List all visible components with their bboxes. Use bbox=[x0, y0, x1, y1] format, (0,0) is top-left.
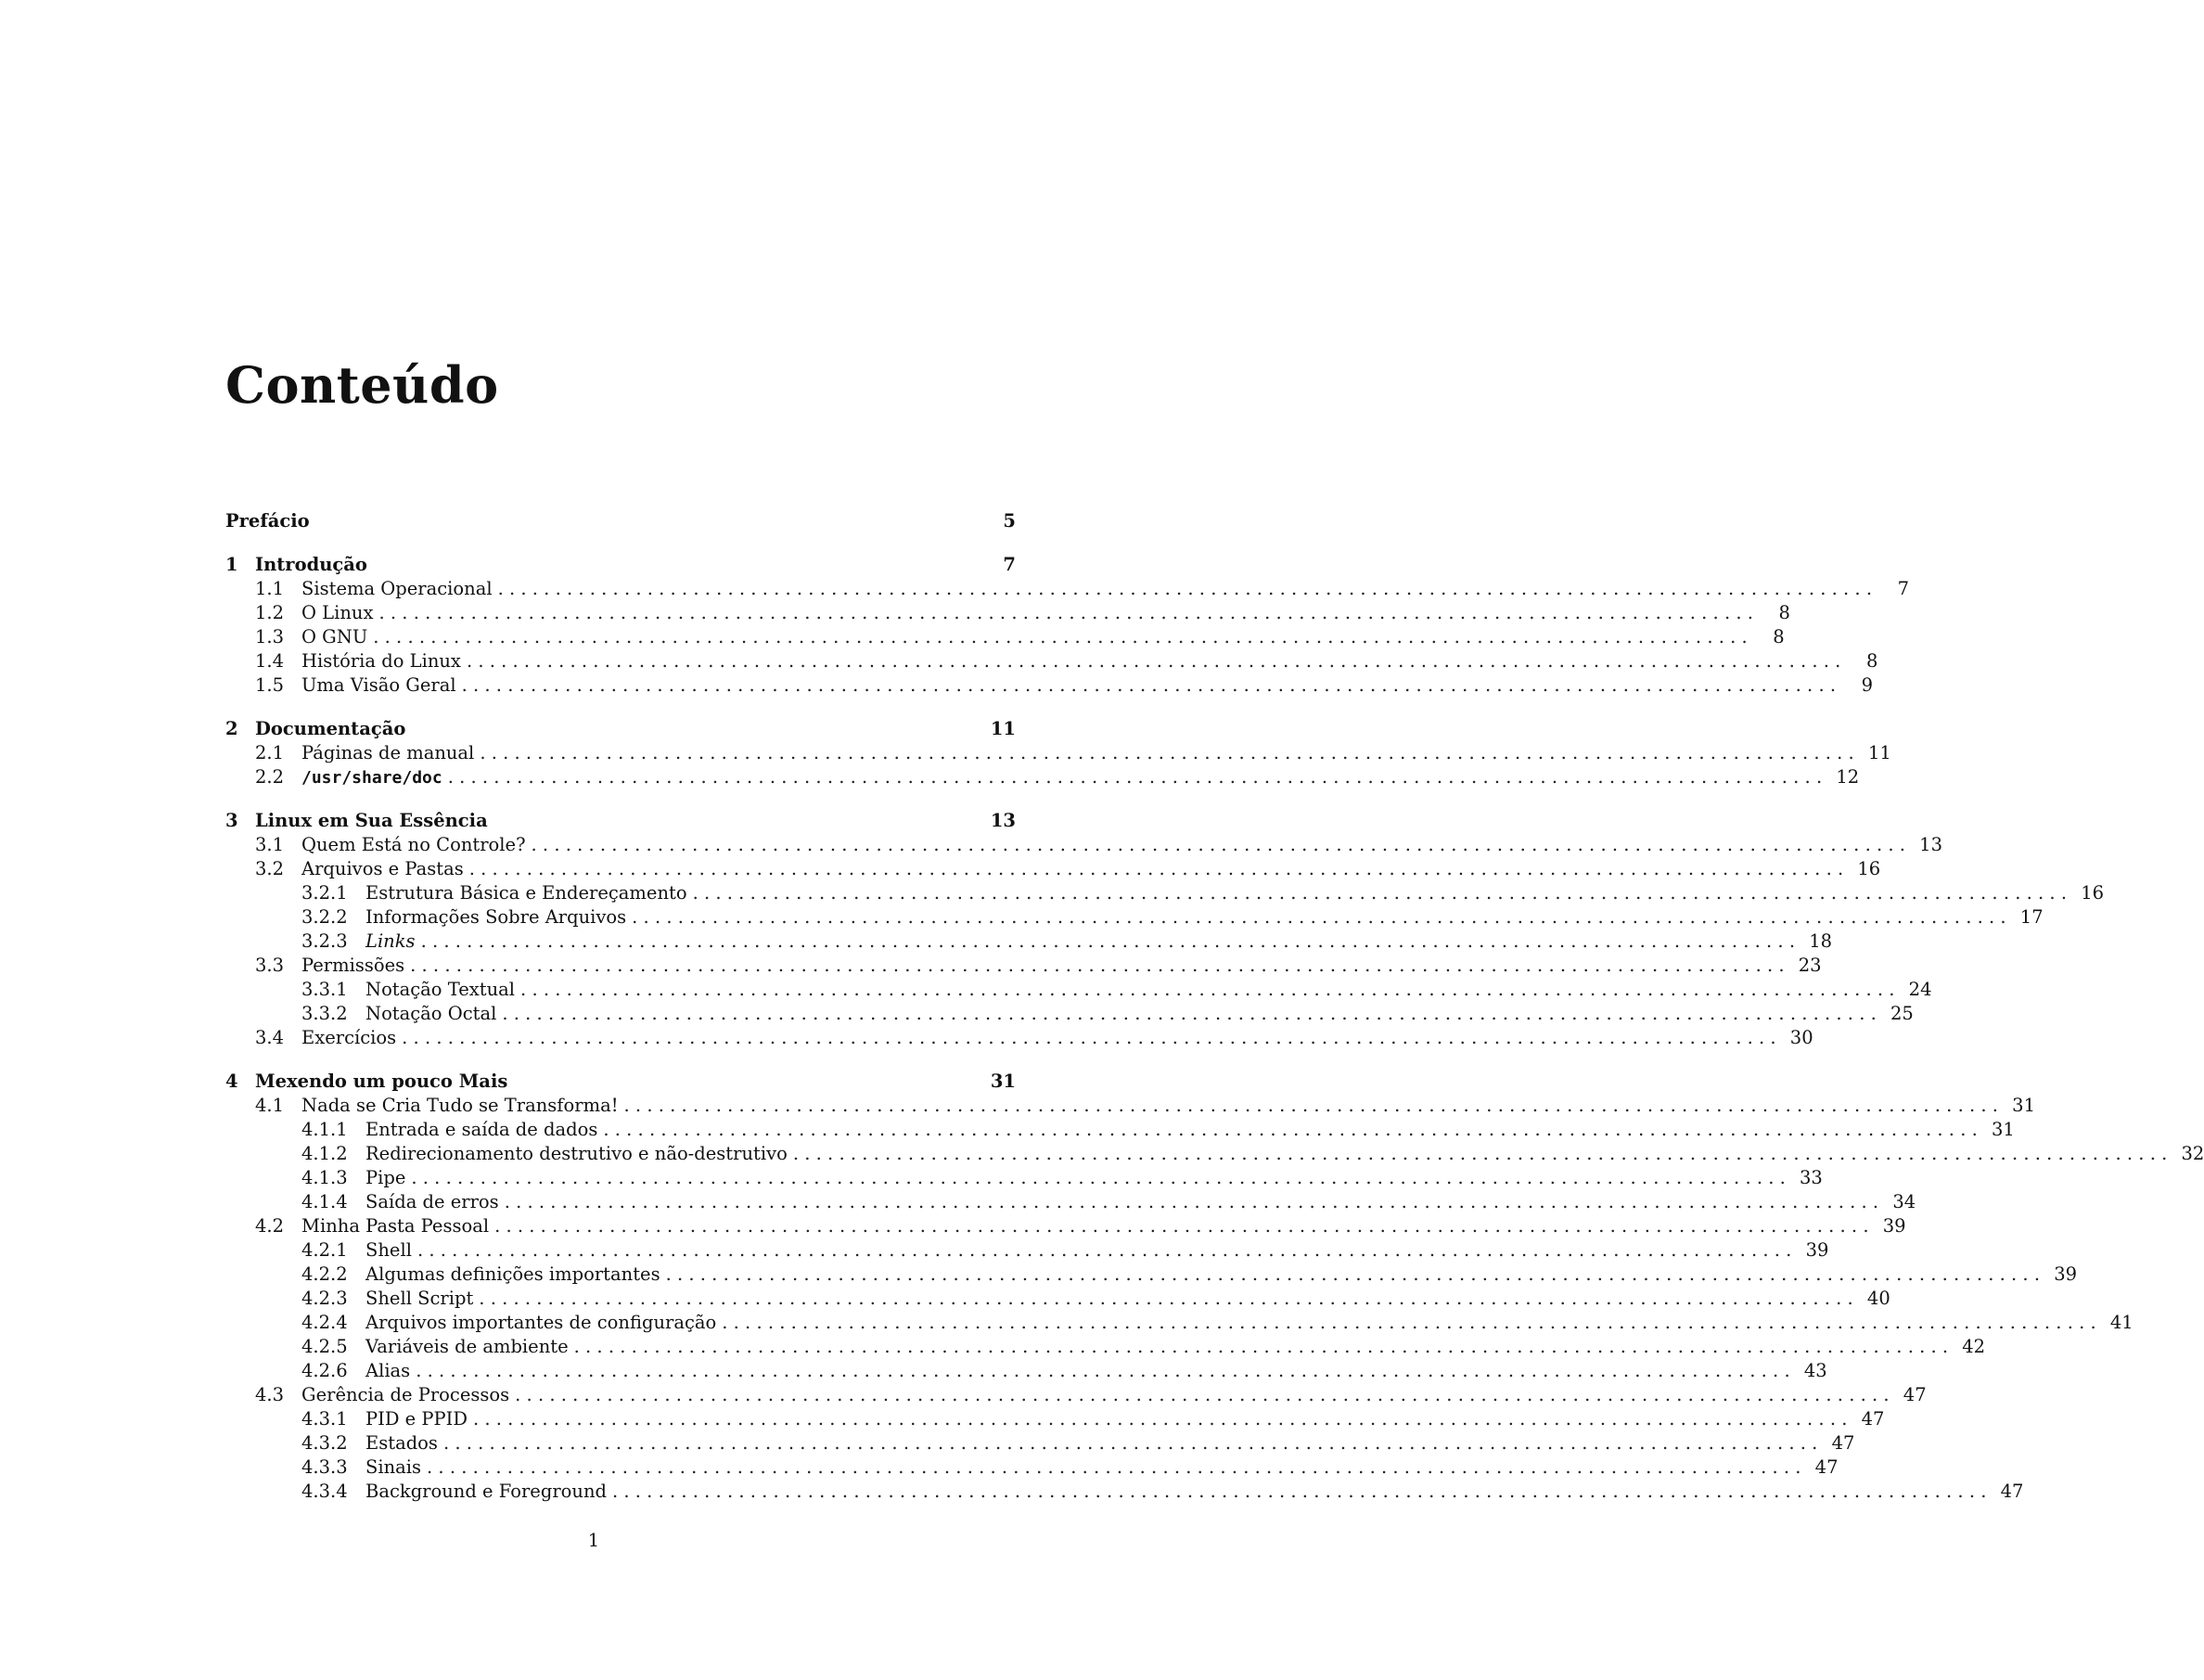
toc-entry-number: 1.2 bbox=[255, 602, 285, 623]
dot-leader: . . . . . . . . . . . . . . . . . . . . . . . . . . . . . . . . . . . . . . . . . . . . . . . . . . . . . . . . . . . . . . . . . . . . . . . . . . . . . . . . . . . . . . . . . . . . . . . . . . . . . . . . . . . . . . . . . . . . . . . . bbox=[378, 602, 1753, 623]
toc-entry[interactable] bbox=[225, 1407, 1885, 1431]
toc-entry-title: Links bbox=[365, 930, 416, 952]
toc-entry[interactable] bbox=[225, 1094, 2035, 1118]
toc-entry-title: Informações Sobre Arquivos bbox=[365, 906, 627, 928]
dot-leader: . . . . . . . . . . . . . . . . . . . . . . . . . . . . . . . . . . . . . . . . . . . . . . . . . . . . . . . . . . . . . . . . . . . . . . . . . . . . . . . . . . . . . . . . . . . . . . . . . . . . . . . . . . . . . . . . . . . . . . . . bbox=[497, 578, 1873, 599]
toc-entry-title: Arquivos importantes de configuração bbox=[365, 1312, 717, 1333]
toc-entry[interactable] bbox=[225, 741, 1891, 765]
toc-entry-page: 13 bbox=[1919, 834, 1942, 855]
toc-entry[interactable] bbox=[225, 1456, 1839, 1480]
toc-entry[interactable] bbox=[225, 1480, 2024, 1504]
toc-entry-number: 2 bbox=[225, 718, 238, 739]
toc-entry-page: 42 bbox=[1962, 1336, 1986, 1357]
toc-entry-title: Introdução bbox=[255, 554, 367, 575]
toc-entry[interactable] bbox=[225, 1359, 1827, 1383]
toc-entry-number: 1.3 bbox=[255, 626, 285, 648]
toc-entry-title: Pipe bbox=[365, 1167, 406, 1188]
toc-entry[interactable] bbox=[225, 1002, 1914, 1026]
toc-entry-title: Variáveis de ambiente bbox=[365, 1336, 569, 1357]
toc-entry[interactable] bbox=[225, 809, 1016, 833]
dot-leader: . . . . . . . . . . . . . . . . . . . . . . . . . . . . . . . . . . . . . . . . . . . . . . . . . . . . . . . . . . . . . . . . . . . . . . . . . . . . . . . . . . . . . . . . . . . . . . . . . . . . . . . . . . . . . . . . . . . . . . . . bbox=[531, 834, 1905, 855]
dot-leader: . . . . . . . . . . . . . . . . . . . . . . . . . . . . . . . . . . . . . . . . . . . . . . . . . . . . . . . . . . . . . . . . . . . . . . . . . . . . . . . . . . . . . . . . . . . . . . . . . . . . . . . . . . . . . . . . . . . . . . . . bbox=[416, 1239, 1792, 1261]
toc-entry-title: Mexendo um pouco Mais bbox=[255, 1071, 508, 1092]
toc-entry-page: 7 bbox=[1897, 578, 1910, 599]
toc-entry-number: 4.2 bbox=[255, 1215, 285, 1237]
toc-entry-page: 40 bbox=[1866, 1288, 1890, 1309]
toc-entry-page: 8 bbox=[1773, 626, 1785, 648]
dot-leader: . . . . . . . . . . . . . . . . . . . . . . . . . . . . . . . . . . . . . . . . . . . . . . . . . . . . . . . . . . . . . . . . . . . . . . . . . . . . . . . . . . . . . . . . . . . . . . . . . . . . . . . . . . . . . . . . . . . . . . . . bbox=[611, 1481, 1987, 1502]
toc-entry-page: 47 bbox=[1861, 1408, 1885, 1430]
toc-entry[interactable] bbox=[225, 1166, 1823, 1190]
toc-entry-page: 47 bbox=[1814, 1456, 1839, 1478]
toc-entry-page: 23 bbox=[1798, 955, 1822, 976]
toc-entry-number: 1.4 bbox=[255, 650, 285, 672]
toc-entry-page: 47 bbox=[1831, 1432, 1855, 1454]
toc-entry-page: 8 bbox=[1778, 602, 1790, 623]
dot-leader: . . . . . . . . . . . . . . . . . . . . . . . . . . . . . . . . . . . . . . . . . . . . . . . . . . . . . . . . . . . . . . . . . . . . . . . . . . . . . . . . . . . . . . . . . . . . . . . . . . . . . . . . . . . . . . . . . . . . . . . . bbox=[479, 1288, 1853, 1309]
dot-leader: . . . . . . . . . . . . . . . . . . . . . . . . . . . . . . . . . . . . . . . . . . . . . . . . . . . . . . . . . . . . . . . . . . . . . . . . . . . . . . . . . . . . . . . . . . . . . . . . . . . . . . . . . . . . . . . . . . . . . . . . bbox=[792, 1143, 2168, 1164]
toc-entry[interactable] bbox=[225, 673, 1874, 698]
toc-entry-number: 3.2.3 bbox=[301, 930, 348, 952]
toc-entry-number: 1.5 bbox=[255, 674, 285, 696]
toc-entry-title: Alias bbox=[365, 1360, 411, 1381]
toc-entry-page: 39 bbox=[2054, 1263, 2078, 1285]
toc-entry-number: 4.1.3 bbox=[301, 1167, 348, 1188]
toc-entry-page: 18 bbox=[1809, 930, 1833, 952]
dot-leader: . . . . . . . . . . . . . . . . . . . . . . . . . . . . . . . . . . . . . . . . . . . . . . . . . . . . . . . . . . . . . . . . . . . . . . . . . . . . . . . . . . . . . . . . . . . . . . . . . . . . . . . . . . . . . . . . . . . . . . . . bbox=[420, 930, 1796, 952]
toc-entry-title: O GNU bbox=[301, 626, 368, 648]
toc-entry[interactable] bbox=[225, 717, 1016, 741]
toc-entry-page: 47 bbox=[1903, 1384, 1927, 1405]
toc-entry-title: Shell bbox=[365, 1239, 412, 1261]
toc-entry[interactable] bbox=[225, 1214, 1906, 1238]
toc-entry-page: 34 bbox=[1892, 1191, 1916, 1212]
toc-entry-page: 17 bbox=[2019, 906, 2044, 928]
toc-entry-page: 24 bbox=[1908, 979, 1932, 1000]
toc-entry-page: 33 bbox=[1800, 1167, 1823, 1188]
toc-entry[interactable] bbox=[225, 1263, 2078, 1287]
toc-entry-page: 13 bbox=[990, 810, 1016, 831]
toc-entry-title: Redirecionamento destrutivo e não-destrutivo bbox=[365, 1143, 788, 1164]
toc-entry-number: 3.4 bbox=[255, 1027, 285, 1048]
toc-entry-title: Arquivos e Pastas bbox=[301, 858, 464, 879]
dot-leader: . . . . . . . . . . . . . . . . . . . . . . . . . . . . . . . . . . . . . . . . . . . . . . . . . . . . . . . . . . . . . . . . . . . . . . . . . . . . . . . . . . . . . . . . . . . . . . . . . . . . . . . . . . . . . . . . . . . . . . . . bbox=[373, 626, 1748, 648]
toc-entry-page: 12 bbox=[1836, 766, 1860, 788]
toc-entry[interactable] bbox=[225, 553, 1016, 577]
table-of-contents bbox=[225, 509, 2204, 1504]
toc-entry[interactable] bbox=[225, 954, 1822, 978]
toc-entry-title: Prefácio bbox=[225, 510, 310, 532]
toc-entry-page: 47 bbox=[2000, 1481, 2024, 1502]
toc-entry[interactable] bbox=[225, 1311, 2134, 1335]
toc-entry-title: Quem Está no Controle? bbox=[301, 834, 526, 855]
toc-entry-title: Nada se Cria Tudo se Transforma! bbox=[301, 1095, 619, 1116]
toc-entry-title: Estados bbox=[365, 1432, 438, 1454]
toc-entry-number: 4 bbox=[225, 1071, 238, 1092]
page-title: Conteúdo bbox=[225, 355, 499, 415]
toc-entry[interactable] bbox=[225, 1026, 1813, 1050]
dot-leader: . . . . . . . . . . . . . . . . . . . . . . . . . . . . . . . . . . . . . . . . . . . . . . . . . . . . . . . . . . . . . . . . . . . . . . . . . . . . . . . . . . . . . . . . . . . . . . . . . . . . . . . . . . . . . . . . . . . . . . . . bbox=[442, 1432, 1818, 1454]
toc-entry-title: Uma Visão Geral bbox=[301, 674, 456, 696]
dot-leader: . . . . . . . . . . . . . . . . . . . . . . . . . . . . . . . . . . . . . . . . . . . . . . . . . . . . . . . . . . . . . . . . . . . . . . . . . . . . . . . . . . . . . . . . . . . . . . . . . . . . . . . . . . . . . . . . . . . . . . . . bbox=[466, 650, 1841, 672]
toc-entry-number: 4.2.1 bbox=[301, 1239, 348, 1261]
toc-entry[interactable] bbox=[225, 1431, 1855, 1456]
toc-entry[interactable] bbox=[225, 1238, 1829, 1263]
dot-leader: . . . . . . . . . . . . . . . . . . . . . . . . . . . . . . . . . . . . . . . . . . . . . . . . . . . . . . . . . . . . . . . . . . . . . . . . . . . . . . . . . . . . . . . . . . . . . . . . . . . . . . . . . . . . . . . . . . . . . . . . bbox=[515, 1384, 1890, 1405]
toc-entry[interactable] bbox=[225, 1383, 1927, 1407]
toc-entry-number: 4.2.5 bbox=[301, 1336, 348, 1357]
toc-entry-number: 3.3.1 bbox=[301, 979, 348, 1000]
dot-leader: . . . . . . . . . . . . . . . . . . . . . . . . . . . . . . . . . . . . . . . . . . . . . . . . . . . . . . . . . . . . . . . . . . . . . . . . . . . . . . . . . . . . . . . . . . . . . . . . . . . . . . . . . . . . . . . . . . . . . . . . bbox=[410, 955, 1785, 976]
toc-entry-number: 4.3.3 bbox=[301, 1456, 348, 1478]
toc-entry[interactable] bbox=[225, 649, 1878, 673]
toc-entry-number: 4.2.6 bbox=[301, 1360, 348, 1381]
toc-entry-title: /usr/share/doc bbox=[301, 768, 442, 788]
toc-entry-number: 4.2.3 bbox=[301, 1288, 348, 1309]
toc-entry-number: 4.1.4 bbox=[301, 1191, 348, 1212]
dot-leader: . . . . . . . . . . . . . . . . . . . . . . . . . . . . . . . . . . . . . . . . . . . . . . . . . . . . . . . . . . . . . . . . . . . . . . . . . . . . . . . . . . . . . . . . . . . . . . . . . . . . . . . . . . . . . . . . . . . . . . . . bbox=[603, 1119, 1978, 1140]
toc-entry-page: 39 bbox=[1882, 1215, 1906, 1237]
toc-entry[interactable] bbox=[225, 765, 1860, 789]
toc-entry-page: 39 bbox=[1805, 1239, 1829, 1261]
toc-entry[interactable] bbox=[225, 625, 1785, 649]
toc-entry-page: 30 bbox=[1789, 1027, 1813, 1048]
toc-entry-title: Algumas definições importantes bbox=[365, 1263, 660, 1285]
toc-entry-number: 2.2 bbox=[255, 766, 285, 788]
toc-entry-title: Minha Pasta Pessoal bbox=[301, 1215, 490, 1237]
toc-entry-title: Sistema Operacional bbox=[301, 578, 493, 599]
dot-leader: . . . . . . . . . . . . . . . . . . . . . . . . . . . . . . . . . . . . . . . . . . . . . . . . . . . . . . . . . . . . . . . . . . . . . . . . . . . . . . . . . . . . . . . . . . . . . . . . . . . . . . . . . . . . . . . . . . . . . . . . bbox=[502, 1003, 1877, 1024]
toc-entry-number: 4.2.2 bbox=[301, 1263, 348, 1285]
toc-entry[interactable] bbox=[225, 833, 1942, 857]
dot-leader: . . . . . . . . . . . . . . . . . . . . . . . . . . . . . . . . . . . . . . . . . . . . . . . . . . . . . . . . . . . . . . . . . . . . . . . . . . . . . . . . . . . . . . . . . . . . . . . . . . . . . . . . . . . . . . . . . . . . . . . . bbox=[461, 674, 1837, 696]
dot-leader: . . . . . . . . . . . . . . . . . . . . . . . . . . . . . . . . . . . . . . . . . . . . . . . . . . . . . . . . . . . . . . . . . . . . . . . . . . . . . . . . . . . . . . . . . . . . . . . . . . . . . . . . . . . . . . . . . . . . . . . . bbox=[416, 1360, 1790, 1381]
dot-leader: . . . . . . . . . . . . . . . . . . . . . . . . . . . . . . . . . . . . . . . . . . . . . . . . . . . . . . . . . . . . . . . . . . . . . . . . . . . . . . . . . . . . . . . . . . . . . . . . . . . . . . . . . . . . . . . . . . . . . . . . bbox=[722, 1312, 2096, 1333]
page-number: 1 bbox=[587, 1530, 600, 1551]
toc-entry-number: 4.3.1 bbox=[301, 1408, 348, 1430]
toc-entry[interactable] bbox=[225, 577, 1910, 601]
toc-entry[interactable] bbox=[225, 1142, 2204, 1166]
toc-entry-title: Linux em Sua Essência bbox=[255, 810, 488, 831]
toc-entry-page: 32 bbox=[2181, 1143, 2204, 1164]
toc-entry-title: O Linux bbox=[301, 602, 374, 623]
toc-entry[interactable] bbox=[225, 857, 1881, 881]
toc-entry[interactable] bbox=[225, 1190, 1916, 1214]
toc-entry-number: 4.1.2 bbox=[301, 1143, 348, 1164]
toc-entry-number: 4.3 bbox=[255, 1384, 285, 1405]
toc-entry-title: Shell Script bbox=[365, 1288, 474, 1309]
toc-entry[interactable] bbox=[225, 1118, 2015, 1142]
toc-entry-page: 9 bbox=[1861, 674, 1874, 696]
toc-entry[interactable] bbox=[225, 905, 2044, 930]
toc-entry-number: 3.3.2 bbox=[301, 1003, 348, 1024]
toc-entry-number: 4.1.1 bbox=[301, 1119, 348, 1140]
toc-entry-number: 4.3.4 bbox=[301, 1481, 348, 1502]
dot-leader: . . . . . . . . . . . . . . . . . . . . . . . . . . . . . . . . . . . . . . . . . . . . . . . . . . . . . . . . . . . . . . . . . . . . . . . . . . . . . . . . . . . . . . . . . . . . . . . . . . . . . . . . . . . . . . . . . . . . . . . . bbox=[411, 1167, 1786, 1188]
toc-entry-number: 3.1 bbox=[255, 834, 285, 855]
dot-leader: . . . . . . . . . . . . . . . . . . . . . . . . . . . . . . . . . . . . . . . . . . . . . . . . . . . . . . . . . . . . . . . . . . . . . . . . . . . . . . . . . . . . . . . . . . . . . . . . . . . . . . . . . . . . . . . . . . . . . . . . bbox=[402, 1027, 1776, 1048]
dot-leader: . . . . . . . . . . . . . . . . . . . . . . . . . . . . . . . . . . . . . . . . . . . . . . . . . . . . . . . . . . . . . . . . . . . . . . . . . . . . . . . . . . . . . . . . . . . . . . . . . . . . . . . . . . . . . . . . . . . . . . . . bbox=[494, 1215, 1869, 1237]
toc-entry-title: PID e PPID bbox=[365, 1408, 468, 1430]
toc-entry-number: 3.2.2 bbox=[301, 906, 348, 928]
toc-entry-page: 41 bbox=[2109, 1312, 2134, 1333]
toc-entry-number: 3.2 bbox=[255, 858, 285, 879]
toc-entry-number: 4.3.2 bbox=[301, 1432, 348, 1454]
toc-entry-page: 16 bbox=[1857, 858, 1881, 879]
toc-entry-title: Permissões bbox=[301, 955, 405, 976]
toc-entry[interactable] bbox=[225, 601, 1790, 625]
dot-leader: . . . . . . . . . . . . . . . . . . . . . . . . . . . . . . . . . . . . . . . . . . . . . . . . . . . . . . . . . . . . . . . . . . . . . . . . . . . . . . . . . . . . . . . . . . . . . . . . . . . . . . . . . . . . . . . . . . . . . . . . bbox=[520, 979, 1895, 1000]
toc-entry[interactable] bbox=[225, 1335, 1986, 1359]
toc-entry-number: 4.2.4 bbox=[301, 1312, 348, 1333]
toc-entry-page: 31 bbox=[990, 1071, 1016, 1092]
dot-leader: . . . . . . . . . . . . . . . . . . . . . . . . . . . . . . . . . . . . . . . . . . . . . . . . . . . . . . . . . . . . . . . . . . . . . . . . . . . . . . . . . . . . . . . . . . . . . . . . . . . . . . . . . . . . . . . . . . . . . . . . bbox=[632, 906, 2006, 928]
toc-entry-page: 16 bbox=[2081, 882, 2105, 904]
toc-entry-title: História do Linux bbox=[301, 650, 461, 672]
toc-entry-title: Background e Foreground bbox=[365, 1481, 607, 1502]
toc-entry-title: Exercícios bbox=[301, 1027, 397, 1048]
toc-entry-title: Documentação bbox=[255, 718, 406, 739]
toc-entry-number: 3.3 bbox=[255, 955, 285, 976]
toc-entry-number: 3 bbox=[225, 810, 238, 831]
toc-entry-number: 2.1 bbox=[255, 742, 285, 763]
dot-leader: . . . . . . . . . . . . . . . . . . . . . . . . . . . . . . . . . . . . . . . . . . . . . . . . . . . . . . . . . . . . . . . . . . . . . . . . . . . . . . . . . . . . . . . . . . . . . . . . . . . . . . . . . . . . . . . . . . . . . . . . bbox=[472, 1408, 1848, 1430]
toc-entry[interactable] bbox=[225, 881, 2105, 905]
toc-entry-number: 4.1 bbox=[255, 1095, 285, 1116]
toc-entry-title: Gerência de Processos bbox=[301, 1384, 510, 1405]
toc-entry-title: Estrutura Básica e Endereçamento bbox=[365, 882, 687, 904]
toc-entry-title: Páginas de manual bbox=[301, 742, 475, 763]
toc-entry[interactable] bbox=[225, 978, 1932, 1002]
toc-entry-page: 31 bbox=[1991, 1119, 2015, 1140]
toc-entry-page: 7 bbox=[1003, 554, 1016, 575]
dot-leader: . . . . . . . . . . . . . . . . . . . . . . . . . . . . . . . . . . . . . . . . . . . . . . . . . . . . . . . . . . . . . . . . . . . . . . . . . . . . . . . . . . . . . . . . . . . . . . . . . . . . . . . . . . . . . . . . . . . . . . . . bbox=[468, 858, 1844, 879]
toc-entry-page: 8 bbox=[1865, 650, 1878, 672]
toc-entry-number: 3.2.1 bbox=[301, 882, 348, 904]
dot-leader: . . . . . . . . . . . . . . . . . . . . . . . . . . . . . . . . . . . . . . . . . . . . . . . . . . . . . . . . . . . . . . . . . . . . . . . . . . . . . . . . . . . . . . . . . . . . . . . . . . . . . . . . . . . . . . . . . . . . . . . . bbox=[504, 1191, 1879, 1212]
toc-entry-page: 31 bbox=[2012, 1095, 2035, 1116]
dot-leader: . . . . . . . . . . . . . . . . . . . . . . . . . . . . . . . . . . . . . . . . . . . . . . . . . . . . . . . . . . . . . . . . . . . . . . . . . . . . . . . . . . . . . . . . . . . . . . . . . . . . . . . . . . . . . . . . . . . . . . . . bbox=[480, 742, 1854, 763]
dot-leader: . . . . . . . . . . . . . . . . . . . . . . . . . . . . . . . . . . . . . . . . . . . . . . . . . . . . . . . . . . . . . . . . . . . . . . . . . . . . . . . . . . . . . . . . . . . . . . . . . . . . . . . . . . . . . . . . . . . . . . . . bbox=[573, 1336, 1949, 1357]
toc-entry-page: 5 bbox=[1003, 510, 1016, 532]
toc-entry-title: Notação Octal bbox=[365, 1003, 497, 1024]
dot-leader: . . . . . . . . . . . . . . . . . . . . . . . . . . . . . . . . . . . . . . . . . . . . . . . . . . . . . . . . . . . . . . . . . . . . . . . . . . . . . . . . . . . . . . . . . . . . . . . . . . . . . . . . . . . . . . . . . . . . . . . . bbox=[427, 1456, 1801, 1478]
dot-leader: . . . . . . . . . . . . . . . . . . . . . . . . . . . . . . . . . . . . . . . . . . . . . . . . . . . . . . . . . . . . . . . . . . . . . . . . . . . . . . . . . . . . . . . . . . . . . . . . . . . . . . . . . . . . . . . . . . . . . . . . bbox=[623, 1095, 1998, 1116]
dot-leader: . . . . . . . . . . . . . . . . . . . . . . . . . . . . . . . . . . . . . . . . . . . . . . . . . . . . . . . . . . . . . . . . . . . . . . . . . . . . . . . . . . . . . . . . . . . . . . . . . . . . . . . . . . . . . . . . . . . . . . . . bbox=[692, 882, 2068, 904]
toc-entry-title: Entrada e saída de dados bbox=[365, 1119, 598, 1140]
toc-entry-page: 25 bbox=[1890, 1003, 1914, 1024]
toc-entry-page: 43 bbox=[1803, 1360, 1827, 1381]
toc-entry[interactable] bbox=[225, 1070, 1016, 1094]
toc-entry-page: 11 bbox=[1867, 742, 1891, 763]
dot-leader: . . . . . . . . . . . . . . . . . . . . . . . . . . . . . . . . . . . . . . . . . . . . . . . . . . . . . . . . . . . . . . . . . . . . . . . . . . . . . . . . . . . . . . . . . . . . . . . . . . . . . . . . . . . . . . . . . . . . . . . . bbox=[665, 1263, 2041, 1285]
toc-entry[interactable] bbox=[225, 930, 1833, 954]
toc-entry-number: 1 bbox=[225, 554, 238, 575]
toc-entry-page: 11 bbox=[990, 718, 1016, 739]
toc-entry[interactable] bbox=[225, 509, 1016, 533]
toc-entry-number: 1.1 bbox=[255, 578, 285, 599]
toc-entry-title: Saída de erros bbox=[365, 1191, 499, 1212]
toc-entry-title: Notação Textual bbox=[365, 979, 516, 1000]
toc-entry-title: Sinais bbox=[365, 1456, 422, 1478]
toc-entry[interactable] bbox=[225, 1287, 1890, 1311]
dot-leader: . . . . . . . . . . . . . . . . . . . . . . . . . . . . . . . . . . . . . . . . . . . . . . . . . . . . . . . . . . . . . . . . . . . . . . . . . . . . . . . . . . . . . . . . . . . . . . . . . . . . . . . . . . . . . . . . . . . . . . . . bbox=[447, 766, 1823, 788]
